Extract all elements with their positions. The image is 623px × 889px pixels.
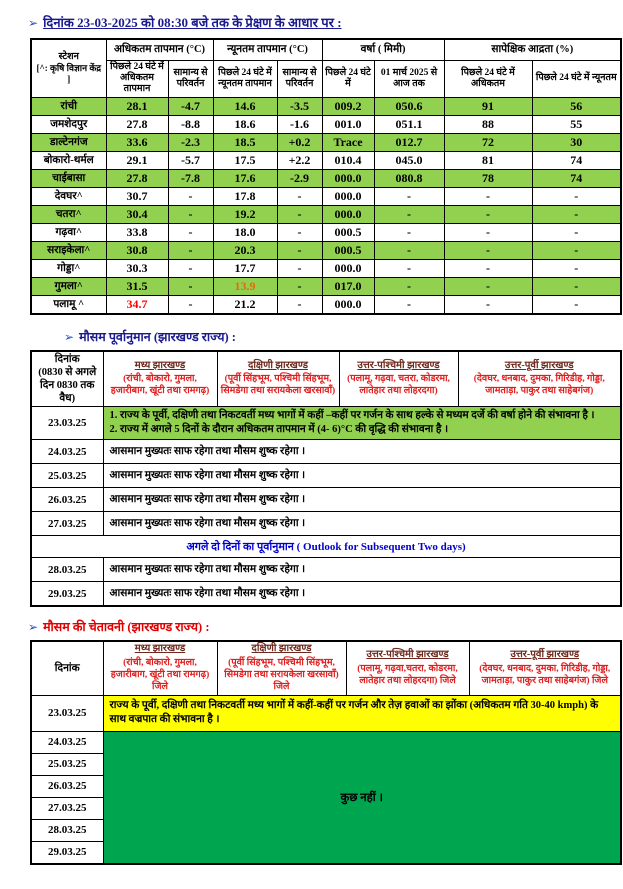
obs-value-cell: 050.6 [374, 97, 444, 115]
region-districts: (पलामू, गढ़वा, चतरा, कोडरमा, लातेहार तथा लोहरदगा) [347, 374, 450, 397]
forecast-text-line: 1. राज्य के पूर्वी, दक्षिणी तथा निकटवर्ती मध्य भागों में कहीं –कहीं पर गर्जन के साथ हल्के से मध्यम दर्जे की वर्षा होने की संभावना है । [109, 410, 595, 422]
obs-sub-header: 01 मार्च 2025 से आज तक [374, 61, 444, 98]
forecast-text-line: आसमान मुख्यतः साफ रहेगा तथा मौसम शुष्क रहेगा । [109, 517, 306, 529]
region-header [346, 641, 469, 695]
observation-row [31, 205, 621, 223]
warning-text-cell: राज्य के पूर्वी, दक्षिणी तथा निकटवर्ती मध्य भागों में कहीं-कहीं पर गर्जन और तेज़ हवाओं का झोंका (अधिकतम गति 30-40 kmph) के साथ वज्रपात की संभावना है । [103, 695, 621, 731]
report-heading [28, 13, 623, 31]
observation-row [31, 259, 621, 277]
obs-value-cell: 55 [532, 115, 621, 133]
warning-date-header [31, 641, 103, 695]
forecast-date-cell: 28.03.25 [31, 558, 103, 582]
region-header [469, 641, 621, 695]
obs-value-cell: - [374, 277, 444, 295]
obs-value-cell: - [277, 241, 322, 259]
obs-value-cell: - [444, 259, 532, 277]
forecast-date-cell: 24.03.25 [31, 440, 103, 464]
obs-station-cell: बोकारो-थर्मल [31, 151, 106, 169]
obs-value-cell: 13.9 [213, 277, 277, 295]
obs-value-cell: 18.0 [213, 223, 277, 241]
obs-value-cell: 010.4 [322, 151, 374, 169]
obs-value-cell: 000.5 [322, 223, 374, 241]
obs-station-cell: रांची [31, 97, 106, 115]
region-name: उत्तर-पूर्वी झारखण्ड [504, 359, 574, 371]
forecast-text-cell [103, 512, 621, 536]
forecast-date-cell: 25.03.25 [31, 464, 103, 488]
obs-value-cell: 30.4 [106, 205, 168, 223]
forecast-text-cell [103, 440, 621, 464]
report-heading-text: दिनांक 23-03-2025 को 08:30 बजे तक के प्रेक्षण के आधार पर : [43, 15, 342, 30]
obs-value-cell: 18.6 [213, 115, 277, 133]
observation-row [31, 97, 621, 115]
obs-value-cell: - [277, 205, 322, 223]
obs-value-cell: -2.9 [277, 169, 322, 187]
forecast-heading-text: मौसम पूर्वानुमान (झारखण्ड राज्य) : [79, 329, 236, 344]
obs-value-cell: -8.8 [168, 115, 213, 133]
obs-value-cell: 29.1 [106, 151, 168, 169]
no-warning-date-cell: 25.03.25 [31, 753, 103, 775]
forecast-date-cell: 27.03.25 [31, 512, 103, 536]
obs-value-cell: 012.7 [374, 133, 444, 151]
obs-sub-header: पिछले 24 घंटे में अधिकतम तापमान [106, 61, 168, 98]
observation-row [31, 133, 621, 151]
obs-value-cell: 17.6 [213, 169, 277, 187]
observation-row [31, 151, 621, 169]
region-name: दक्षिणी झारखण्ड [248, 359, 308, 371]
obs-value-cell: 009.2 [322, 97, 374, 115]
warning-table [30, 640, 622, 865]
forecast-table [30, 350, 622, 608]
region-districts: (रांची, बोकारो, गुमला, हजारीबाग, खूंटी तथा रामगढ़) [110, 374, 210, 397]
obs-value-cell: 000.0 [322, 295, 374, 314]
obs-value-cell: 080.8 [374, 169, 444, 187]
forecast-text-cell [103, 488, 621, 512]
obs-value-cell: - [444, 277, 532, 295]
forecast-text-line: आसमान मुख्यतः साफ रहेगा तथा मौसम शुष्क रहेगा । [109, 445, 306, 457]
obs-station-cell: डाल्टेनगंज [31, 133, 106, 151]
region-districts: (देवघर, धनबाद, दुमका, गिरिडीह, गोड्डा, जामताड़ा, पाकुर तथा साहेबगंज) [473, 374, 605, 397]
obs-station-header-label: स्टेशन [58, 52, 79, 63]
obs-value-cell: 34.7 [106, 295, 168, 314]
obs-value-cell: - [444, 187, 532, 205]
obs-value-cell: 000.0 [322, 205, 374, 223]
obs-value-cell: 19.2 [213, 205, 277, 223]
forecast-outlook-row [31, 536, 621, 558]
obs-value-cell: 81 [444, 151, 532, 169]
region-name: मध्य झारखण्ड [134, 359, 186, 371]
region-districts: (देवघर, धनबाद, दुमका, गिरिडीह, गोड्डा, जामताड़ा, पाकुर तथा साहेबगंज) जिले [479, 663, 611, 686]
region-header [103, 351, 217, 407]
obs-value-cell: - [277, 259, 322, 277]
obs-value-cell: - [532, 223, 621, 241]
obs-station-cell: पलामू ^ [31, 295, 106, 314]
observation-row [31, 295, 621, 314]
forecast-date-cell: 26.03.25 [31, 488, 103, 512]
obs-value-cell: - [168, 241, 213, 259]
forecast-row [31, 558, 621, 582]
obs-value-cell: -5.7 [168, 151, 213, 169]
obs-value-cell: - [444, 241, 532, 259]
region-name: मध्य झारखण्ड [134, 643, 186, 655]
obs-value-cell: - [532, 295, 621, 314]
region-districts: (रांची, बोकारो, गुमला, हजारीबाग, खूंटी तथा रामगढ़) जिले [110, 657, 210, 692]
obs-value-cell: 000.0 [322, 259, 374, 277]
arrow-bullet-icon: ➢ [64, 329, 75, 344]
obs-value-cell: - [168, 187, 213, 205]
obs-sub-header: सामान्य से परिवर्तन [168, 61, 213, 98]
obs-value-cell: +2.2 [277, 151, 322, 169]
region-districts: (पूर्वी सिंहभूम, पश्चिमी सिंहभूम, सिमडेगा तथा सरायकेला खरसावाँ) जिले [224, 657, 339, 692]
no-warning-date-cell: 24.03.25 [31, 731, 103, 753]
obs-value-cell: 27.8 [106, 169, 168, 187]
obs-value-cell: 78 [444, 169, 532, 187]
obs-group-header: वर्षा ( मिमी) [322, 39, 444, 61]
obs-value-cell: 000.0 [322, 169, 374, 187]
warning-row [31, 695, 621, 731]
observation-row [31, 187, 621, 205]
observation-row [31, 223, 621, 241]
obs-value-cell: 88 [444, 115, 532, 133]
obs-value-cell: - [168, 295, 213, 314]
warning-date-cell: 23.03.25 [31, 695, 103, 731]
obs-value-cell: - [277, 223, 322, 241]
region-name: दक्षिणी झारखण्ड [251, 643, 312, 655]
observation-row [31, 115, 621, 133]
obs-value-cell: - [374, 259, 444, 277]
warning-date-header-label: दिनांक [54, 662, 80, 674]
observation-row [31, 277, 621, 295]
region-name: उत्तर-पश्चिमी झारखण्ड [357, 359, 440, 371]
warning-heading [28, 618, 623, 635]
obs-value-cell: - [168, 205, 213, 223]
obs-value-cell: 017.0 [322, 277, 374, 295]
obs-station-cell: जमशेदपुर [31, 115, 106, 133]
obs-value-cell: -7.8 [168, 169, 213, 187]
obs-value-cell: 74 [532, 151, 621, 169]
obs-value-cell: - [444, 223, 532, 241]
obs-value-cell: - [374, 223, 444, 241]
region-header [458, 351, 621, 407]
forecast-date-header-line1: दिनांक [54, 353, 80, 365]
no-warning-text-cell: कुछ नहीं । [103, 731, 621, 864]
obs-station-cell: देवघर^ [31, 187, 106, 205]
region-header [339, 351, 458, 407]
forecast-date-cell: 23.03.25 [31, 407, 103, 440]
obs-value-cell: 001.0 [322, 115, 374, 133]
no-warning-date-cell: 26.03.25 [31, 775, 103, 797]
obs-value-cell: - [168, 259, 213, 277]
obs-value-cell: Trace [322, 133, 374, 151]
obs-station-cell: गोड्डा^ [31, 259, 106, 277]
forecast-text-cell [103, 558, 621, 582]
obs-value-cell: 20.3 [213, 241, 277, 259]
obs-value-cell: 17.8 [213, 187, 277, 205]
obs-value-cell: 33.8 [106, 223, 168, 241]
obs-col-station [31, 39, 106, 97]
obs-value-cell: 30.8 [106, 241, 168, 259]
region-header [217, 641, 346, 695]
obs-value-cell: 14.6 [213, 97, 277, 115]
obs-value-cell: - [532, 187, 621, 205]
forecast-row [31, 464, 621, 488]
observation-row [31, 241, 621, 259]
forecast-text-cell [103, 582, 621, 607]
forecast-text-line: आसमान मुख्यतः साफ रहेगा तथा मौसम शुष्क रहेगा । [109, 469, 306, 481]
obs-value-cell: 33.6 [106, 133, 168, 151]
obs-value-cell: 56 [532, 97, 621, 115]
obs-value-cell: +0.2 [277, 133, 322, 151]
obs-value-cell: 045.0 [374, 151, 444, 169]
obs-value-cell: - [444, 205, 532, 223]
obs-group-header: अधिकतम तापमान (°C) [106, 39, 213, 61]
forecast-date-cell: 29.03.25 [31, 582, 103, 607]
obs-value-cell: - [168, 277, 213, 295]
obs-sub-header: पिछले 24 घंटे में अधिकतम [444, 61, 532, 98]
region-districts: (पलामू, गढ़वा,चतरा, कोडरमा, लातेहार तथा लोहरदगा) जिले [357, 663, 458, 686]
obs-value-cell: 27.8 [106, 115, 168, 133]
obs-value-cell: - [532, 277, 621, 295]
no-warning-date-cell: 29.03.25 [31, 841, 103, 864]
region-name: उत्तर-पूर्वी झारखण्ड [510, 649, 580, 661]
obs-value-cell: -1.6 [277, 115, 322, 133]
obs-value-cell: - [374, 295, 444, 314]
obs-sub-header: सामान्य से परिवर्तन [277, 61, 322, 98]
region-header [217, 351, 339, 407]
obs-value-cell: 000.5 [322, 241, 374, 259]
obs-value-cell: - [532, 259, 621, 277]
obs-value-cell: 31.5 [106, 277, 168, 295]
obs-value-cell: - [277, 187, 322, 205]
forecast-outlook-heading: अगले दो दिनों का पूर्वानुमान ( Outlook for Subsequent Two days) [31, 536, 621, 558]
obs-sub-header: पिछले 24 घंटे में न्यूनतम तापमान [213, 61, 277, 98]
obs-value-cell: - [168, 223, 213, 241]
arrow-bullet-icon: ➢ [28, 16, 39, 30]
obs-value-cell: 72 [444, 133, 532, 151]
region-header [103, 641, 217, 695]
forecast-header-row [31, 351, 621, 407]
forecast-row [31, 440, 621, 464]
forecast-text-cell [103, 407, 621, 440]
forecast-row [31, 488, 621, 512]
forecast-heading [64, 328, 623, 345]
obs-sub-header-row [31, 61, 621, 98]
observation-table [30, 38, 622, 315]
obs-value-cell: - [277, 277, 322, 295]
obs-value-cell: -2.3 [168, 133, 213, 151]
obs-sub-header: पिछले 24 घंटे में न्यूनतम [532, 61, 621, 98]
warning-header-row [31, 641, 621, 695]
obs-value-cell: 21.2 [213, 295, 277, 314]
obs-value-cell: - [374, 187, 444, 205]
obs-station-header-note: [^: कृषि विज्ञान केंद्र ] [36, 63, 102, 84]
forecast-row [31, 512, 621, 536]
obs-value-cell: 91 [444, 97, 532, 115]
obs-value-cell: 30 [532, 133, 621, 151]
forecast-row [31, 582, 621, 607]
obs-value-cell: 30.3 [106, 259, 168, 277]
obs-value-cell: 17.7 [213, 259, 277, 277]
obs-value-cell: - [532, 241, 621, 259]
forecast-text-line: आसमान मुख्यतः साफ रहेगा तथा मौसम शुष्क रहेगा । [109, 563, 306, 575]
obs-value-cell: 30.7 [106, 187, 168, 205]
obs-value-cell: -4.7 [168, 97, 213, 115]
forecast-row [31, 407, 621, 440]
forecast-date-header-line2: (0830 से अगले दिन 0830 तक वैध) [38, 366, 97, 404]
obs-station-cell: चाईबासा [31, 169, 106, 187]
obs-station-cell: गढ़वा^ [31, 223, 106, 241]
obs-station-cell: गुमला^ [31, 277, 106, 295]
arrow-bullet-icon: ➢ [28, 620, 39, 635]
obs-station-cell: चतरा^ [31, 205, 106, 223]
forecast-text-line: 2. राज्य में अगले 5 दिनों के दौरान अधिकतम तापमान में (4- 6)°C की वृद्धि की संभावना है । [109, 424, 449, 436]
obs-value-cell: 28.1 [106, 97, 168, 115]
obs-station-cell: सराइकेला^ [31, 241, 106, 259]
no-warning-date-cell: 28.03.25 [31, 819, 103, 841]
forecast-text-line: आसमान मुख्यतः साफ रहेगा तथा मौसम शुष्क रहेगा । [109, 587, 306, 599]
obs-group-header: सापेक्षिक आद्रता (%) [444, 39, 621, 61]
no-warning-row [31, 731, 621, 753]
observation-row [31, 169, 621, 187]
obs-value-cell: 051.1 [374, 115, 444, 133]
obs-value-cell: - [532, 205, 621, 223]
forecast-text-line: आसमान मुख्यतः साफ रहेगा तथा मौसम शुष्क रहेगा । [109, 493, 306, 505]
obs-value-cell: -3.5 [277, 97, 322, 115]
obs-group-header-row [31, 39, 621, 61]
obs-value-cell: - [444, 295, 532, 314]
obs-value-cell: - [277, 295, 322, 314]
obs-value-cell: 74 [532, 169, 621, 187]
obs-value-cell: - [374, 205, 444, 223]
obs-value-cell: 17.5 [213, 151, 277, 169]
obs-value-cell: - [374, 241, 444, 259]
forecast-date-header [31, 351, 103, 407]
region-name: उत्तर-पश्चिमी झारखण्ड [366, 649, 449, 661]
region-districts: (पूर्वी सिंहभूम, पश्चिमी सिंहभूम, सिमडेगा तथा सरायकेला खरसावाँ) [220, 374, 336, 397]
obs-group-header: न्यूनतम तापमान (°C) [213, 39, 322, 61]
no-warning-date-cell: 27.03.25 [31, 797, 103, 819]
obs-value-cell: 18.5 [213, 133, 277, 151]
forecast-text-cell [103, 464, 621, 488]
obs-sub-header: पिछले 24 घंटे में [322, 61, 374, 98]
obs-value-cell: 000.0 [322, 187, 374, 205]
warning-heading-text: मौसम की चेतावनी (झारखण्ड राज्य) : [43, 620, 210, 635]
